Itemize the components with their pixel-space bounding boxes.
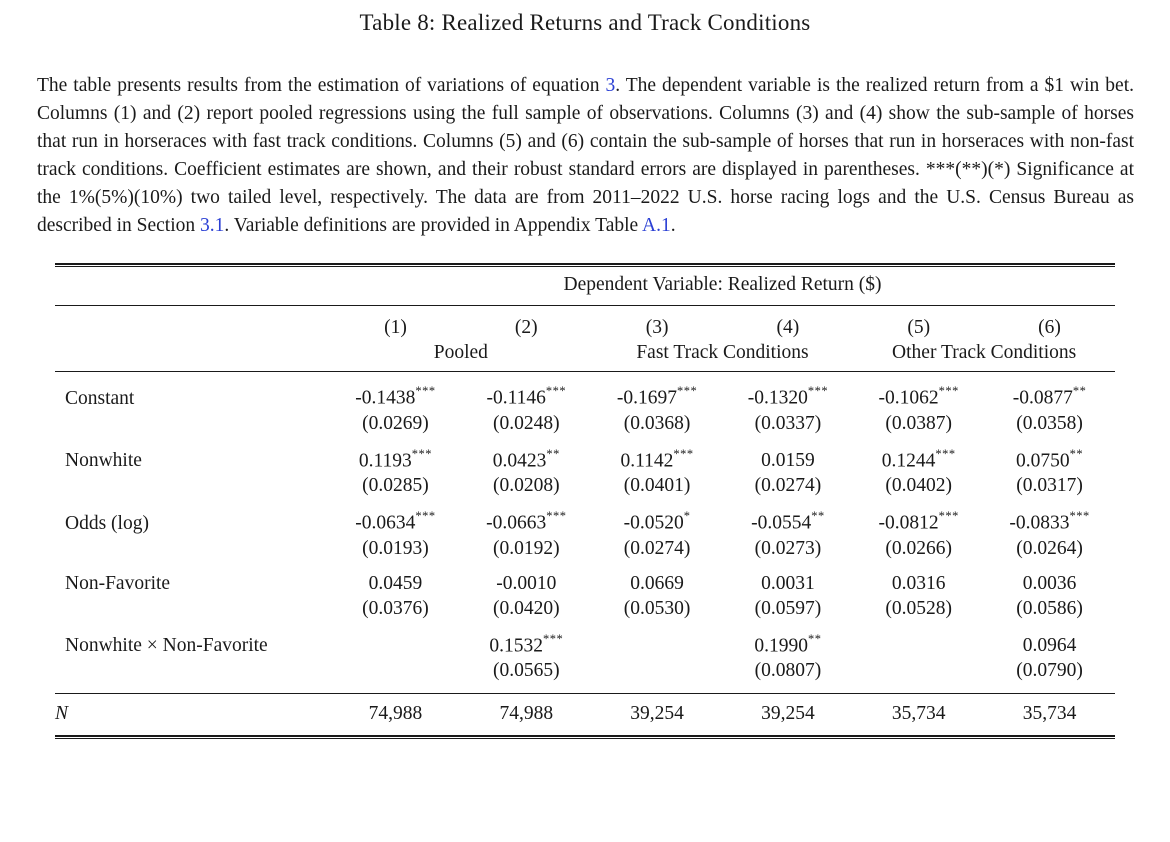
observations-row (55, 694, 1115, 736)
coef-cell: -0.0663*** (486, 509, 567, 534)
significance-stars: ** (546, 446, 560, 461)
se-cell: (0.0401) (623, 475, 691, 496)
coef-cell: 0.1244*** (881, 446, 956, 471)
coefficient-row (55, 435, 1115, 473)
se-cell: (0.0208) (492, 475, 560, 496)
column-number-row (55, 306, 1115, 340)
se-cell: (0.0274) (754, 475, 822, 496)
column-group-label: Other Track Conditions (853, 339, 1115, 372)
n-value: 35,734 (984, 694, 1115, 736)
se-cell: (0.0337) (754, 412, 822, 434)
coef-cell: -0.1438*** (355, 384, 436, 409)
empty-cell (55, 657, 330, 694)
se-cell (853, 657, 984, 694)
column-number-3: (3) (645, 317, 669, 338)
se-cell: (0.0192) (492, 537, 560, 559)
empty-cell (55, 595, 330, 620)
row-label: Non-Favorite (65, 572, 171, 594)
row-label: Constant (65, 387, 135, 409)
dependent-variable-row (55, 267, 1115, 306)
n-value: 35,734 (853, 694, 984, 736)
coef-cell: 0.0316 (891, 572, 946, 594)
empty-cell (55, 267, 330, 306)
significance-stars: ** (807, 631, 822, 646)
coef-cell: 0.1532*** (489, 631, 564, 656)
se-cell: (0.0285) (362, 475, 429, 496)
regression-table (55, 263, 1115, 739)
significance-stars: *** (807, 384, 829, 399)
column-number-6: (6) (1038, 317, 1061, 338)
coef-cell: 0.0669 (630, 572, 684, 594)
significance-stars: *** (1069, 509, 1090, 524)
se-cell: (0.0790) (1016, 660, 1083, 681)
appendix-link[interactable]: A.1 (642, 215, 671, 236)
n-value: 74,988 (461, 694, 592, 736)
se-cell: (0.0528) (885, 597, 953, 619)
se-cell: (0.0586) (1016, 597, 1083, 619)
empty-cell (55, 306, 330, 340)
se-cell: (0.0269) (362, 412, 429, 434)
significance-stars: ** (1069, 446, 1084, 461)
column-group-row (55, 339, 1115, 372)
coef-cell (330, 620, 461, 658)
coef-cell: 0.1193*** (358, 446, 432, 471)
row-label: Nonwhite (65, 450, 142, 471)
caption-text-4: . (670, 215, 676, 236)
table-title: Table 8: Realized Returns and Track Conditions (359, 10, 811, 35)
significance-stars: *** (546, 509, 567, 524)
n-label: N (55, 694, 330, 736)
coefficient-row (55, 620, 1115, 658)
se-cell: (0.0274) (623, 537, 691, 559)
se-cell: (0.0264) (1016, 537, 1083, 559)
column-number-1: (1) (384, 317, 407, 338)
significance-stars: ** (1072, 384, 1087, 399)
n-value: 39,254 (592, 694, 723, 736)
significance-stars: * (683, 509, 691, 524)
significance-stars: *** (542, 631, 564, 646)
empty-cell (55, 535, 330, 560)
stderr-row (55, 472, 1115, 497)
coef-cell: 0.0031 (761, 572, 815, 594)
empty-cell (55, 472, 330, 497)
coef-cell: -0.0833*** (1009, 509, 1090, 534)
se-cell: (0.0358) (1016, 412, 1083, 434)
significance-stars: *** (411, 446, 432, 461)
significance-stars: ** (811, 509, 825, 524)
row-label: Nonwhite × Non-Favorite (65, 635, 268, 656)
se-cell (330, 657, 461, 694)
coefficient-row (55, 560, 1115, 595)
coef-cell: -0.1320*** (747, 384, 829, 409)
significance-stars: *** (935, 446, 956, 461)
se-cell: (0.0266) (885, 537, 953, 559)
coef-cell: 0.0459 (368, 572, 423, 594)
stderr-row (55, 410, 1115, 435)
se-cell: (0.0368) (623, 412, 691, 434)
column-number-2: (2) (514, 317, 538, 338)
se-cell: (0.0402) (885, 475, 953, 496)
coef-cell: -0.0634*** (355, 509, 436, 534)
se-cell: (0.0248) (492, 412, 560, 434)
significance-stars: *** (938, 509, 959, 524)
stderr-row (55, 657, 1115, 694)
coef-cell (853, 620, 984, 658)
caption-text-1: The table presents results from the estimation of variations of equation (37, 75, 606, 96)
equation-link[interactable]: 3 (605, 75, 616, 96)
coef-cell: 0.0964 (1022, 635, 1077, 656)
coef-cell: 0.1142*** (620, 446, 694, 471)
coef-cell: 0.0159 (761, 450, 815, 471)
se-cell: (0.0807) (754, 660, 822, 681)
empty-cell (55, 339, 330, 372)
row-label: Odds (log) (65, 512, 149, 534)
se-cell: (0.0376) (362, 597, 429, 619)
coef-cell: -0.0520* (623, 509, 691, 534)
stderr-row (55, 535, 1115, 560)
se-cell: (0.0193) (362, 537, 429, 559)
se-cell: (0.0597) (754, 597, 822, 619)
se-cell (592, 657, 723, 694)
significance-stars: *** (415, 384, 436, 399)
coef-cell: 0.0036 (1022, 572, 1077, 594)
bottom-rule (55, 735, 1115, 739)
se-cell: (0.0565) (492, 660, 560, 681)
n-value: 74,988 (330, 694, 461, 736)
stderr-row (55, 595, 1115, 620)
coef-cell: 0.0750** (1016, 446, 1084, 471)
significance-stars: *** (677, 384, 698, 399)
column-number-5: (5) (907, 317, 931, 338)
se-cell: (0.0273) (754, 537, 822, 559)
coef-cell: -0.0812*** (878, 509, 959, 534)
se-cell: (0.0387) (885, 412, 953, 434)
coef-cell: -0.0877** (1012, 384, 1087, 409)
column-group-label: Pooled (330, 339, 592, 372)
coef-cell: -0.1062*** (878, 384, 959, 409)
table-caption (37, 72, 1134, 240)
coef-cell: -0.1146*** (486, 384, 567, 409)
empty-cell (55, 410, 330, 435)
coef-cell: 0.0423** (492, 446, 560, 471)
se-cell: (0.0420) (492, 597, 560, 619)
coefficient-row (55, 497, 1115, 535)
caption-text-3: . Variable definitions are provided in Appendix Table (224, 215, 642, 236)
significance-stars: *** (545, 384, 567, 399)
coef-cell: -0.0010 (496, 572, 557, 594)
significance-stars: *** (415, 509, 436, 524)
results-table (55, 267, 1115, 735)
coef-cell: 0.1990** (754, 631, 822, 656)
dependent-variable-header: Dependent Variable: Realized Return ($) (330, 267, 1115, 306)
caption-text-2: . The dependent variable is the realized return from a $1 win bet. Columns (1) and (2) report pooled regressions using the full sample of observations. Columns (3) and (4) show the sub-sample of horses that run in horseraces with fast track conditions. Columns (5) and (6) contain the sub-sample of horses that run in horseraces with non-fast track conditions. Coefficient estimates are shown, and their robust standard errors are displayed in parentheses. ***(**)(*) Significance at the 1%(5%)(10%) two tailed level, respectively. The data are from 2011–2022 U.S. horse racing logs and the U.S. Census Bureau as described in Section (37, 75, 1134, 236)
column-group-label: Fast Track Conditions (592, 339, 854, 372)
se-cell: (0.0530) (623, 597, 691, 619)
section-link[interactable]: 3.1 (200, 215, 225, 236)
coefficient-row (55, 372, 1115, 410)
coef-cell (592, 620, 723, 658)
n-value: 39,254 (722, 694, 853, 736)
column-number-4: (4) (776, 317, 800, 338)
coef-cell: -0.1697*** (616, 384, 698, 409)
coef-cell: -0.0554** (751, 509, 825, 534)
significance-stars: *** (673, 446, 694, 461)
significance-stars: *** (938, 384, 959, 399)
se-cell: (0.0317) (1016, 475, 1083, 496)
